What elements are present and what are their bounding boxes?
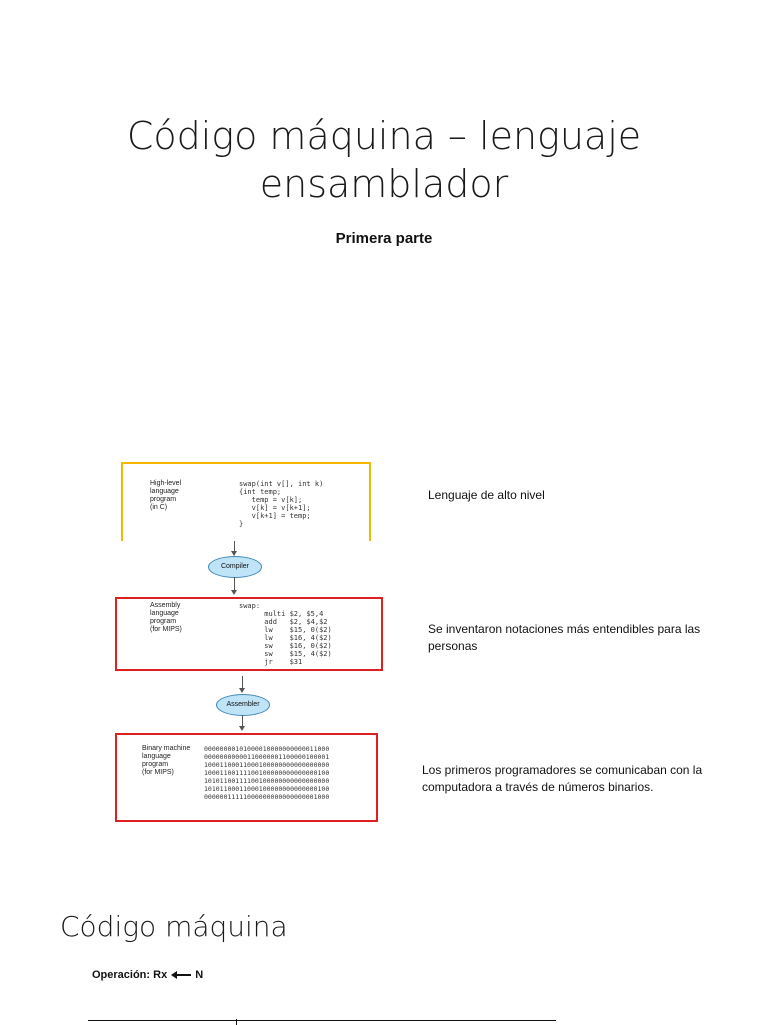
arrow-head — [239, 726, 245, 731]
operation-prefix: Operación: Rx — [92, 969, 168, 981]
section-title: Código máquina — [60, 910, 288, 943]
assembly-label: Assembly language program (for MIPS) — [150, 602, 182, 633]
high-level-code: swap(int v[], int k) {int temp; temp = v[k]; v[k] = v[k+1]; v[k+1] = temp; } — [239, 480, 324, 528]
high-level-label: High-level language program (in C) — [150, 480, 182, 511]
binary-code: 00000000101000010000000000011000 00000000000110000001100000100001 10001100011000100000000000000000 10001100111100100000000000000100 10101100111100100000000000000000 10101100011000100000000000000100 00000011111000000000000000001000 — [204, 745, 330, 801]
table-column-divider — [236, 1019, 237, 1025]
arrow-line — [234, 577, 235, 591]
assembly-code: swap: multi $2, $5,4 add $2, $4,$2 lw $15, 0($2) lw $16, 4($2) sw $16, 0($2) sw $15, 4($2) jr $31 — [239, 602, 332, 666]
note-high-level: Lenguaje de alto nivel — [428, 488, 545, 502]
table-top-edge — [88, 1020, 556, 1024]
note-assembly: Se inventaron notaciones más entendibles para las personas — [428, 622, 701, 653]
slide-subtitle: Primera parte — [335, 230, 433, 247]
binary-label: Binary machine language program (for MIPS) — [142, 745, 191, 776]
box-left-edge — [115, 597, 117, 671]
arrow-head — [239, 688, 245, 693]
note-binary: Los primeros programadores se comunicaban con la computadora a través de números binarios. — [422, 763, 703, 794]
compiler-node: Compiler — [208, 556, 262, 578]
left-arrow-icon — [171, 970, 191, 980]
slide-title: Código máquina – lenguaje ensamblador — [126, 114, 642, 206]
assembler-node: Assembler — [216, 694, 270, 716]
operation-line — [92, 969, 203, 981]
operation-suffix: N — [195, 969, 204, 981]
box-right-edge — [381, 597, 383, 671]
arrow-head — [231, 590, 237, 595]
